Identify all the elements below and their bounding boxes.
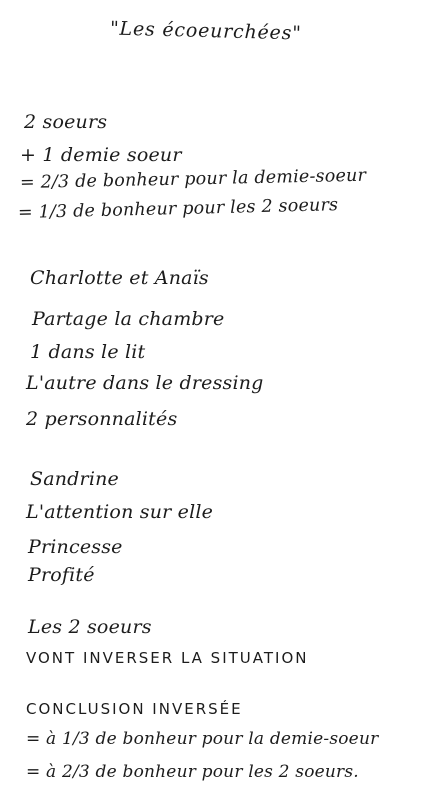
note-line: = à 1/3 de bonheur pour la demie-soeur (26, 729, 379, 749)
note-line: Princesse (28, 536, 123, 558)
note-line-caps: VONT INVERSER LA SITUATION (26, 649, 309, 667)
note-line: = à 2/3 de bonheur pour les 2 soeurs. (26, 762, 359, 782)
note-line: Sandrine (30, 468, 119, 490)
note-line: Les 2 soeurs (28, 616, 152, 638)
note-line: = 2/3 de bonheur pour la demie-soeur (19, 165, 367, 193)
conclusion-heading: CONCLUSION INVERSÉE (26, 700, 243, 718)
note-line: Profité (28, 564, 95, 586)
note-line: L'attention sur elle (26, 501, 214, 523)
note-line: L'autre dans le dressing (26, 372, 264, 394)
note-title: "Les écoeurchées" (109, 17, 303, 45)
note-line: 1 dans le lit (30, 341, 146, 363)
note-line: 2 soeurs (24, 111, 108, 133)
note-line: Charlotte et Anaïs (30, 267, 209, 289)
note-line: 2 personnalités (26, 408, 178, 430)
note-line: Partage la chambre (32, 308, 225, 330)
note-line: + 1 demie soeur (20, 144, 182, 166)
note-line: = 1/3 de bonheur pour les 2 soeurs (17, 195, 339, 223)
